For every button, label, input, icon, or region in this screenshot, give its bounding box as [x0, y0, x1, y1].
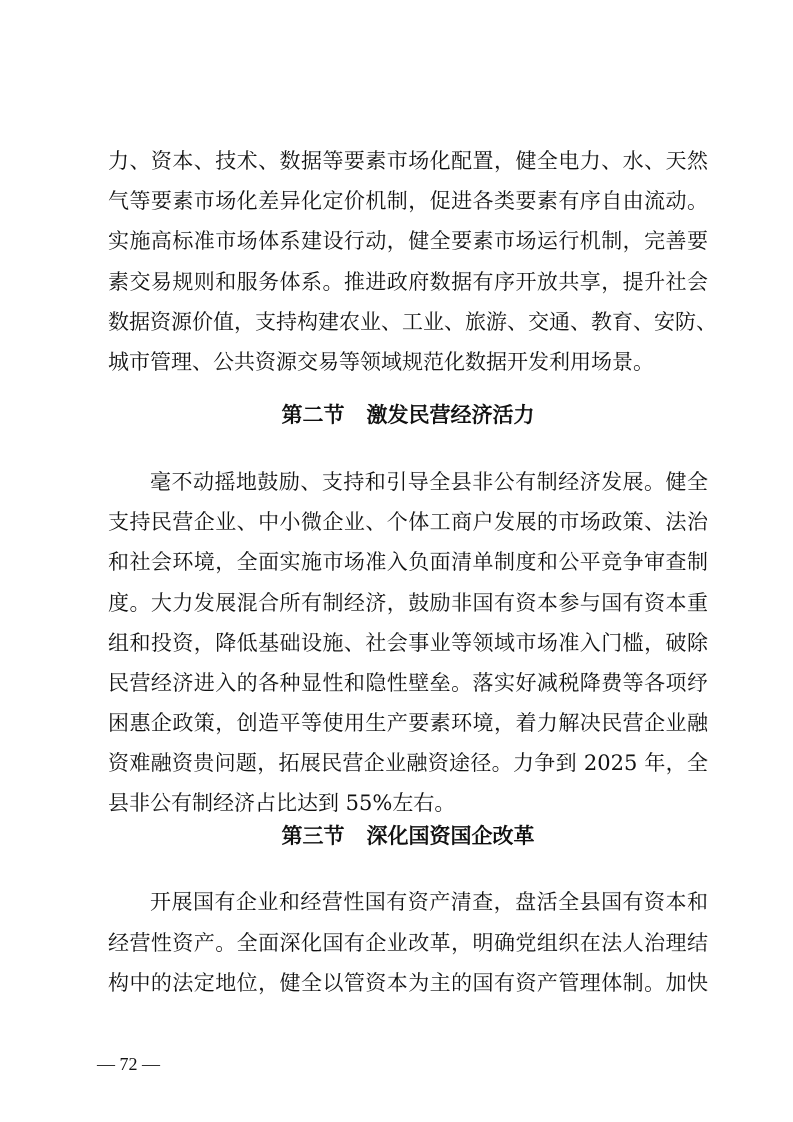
section-heading-3: 第三节 深化国资国企改革 [281, 824, 535, 848]
paragraph-line: 毫不动摇地鼓励、支持和引导全县非公有制经济发展。健全 [150, 470, 708, 494]
paragraph-line: 数据资源价值，支持构建农业、工业、旅游、交通、教育、安防、 [108, 310, 717, 334]
paragraph-line: 实施高标准市场体系建设行动，健全要素市场运行机制，完善要 [108, 229, 708, 253]
paragraph-line: 组和投资，降低基础设施、社会事业等领域市场准入门槛，破除 [108, 631, 708, 655]
paragraph-line: 资难融资贵问题，拓展民营企业融资途径。力争到 2025 年，全 [108, 751, 708, 775]
paragraph-line: 构中的法定地位，健全以管资本为主的国有资产管理体制。加快 [108, 971, 708, 995]
paragraph-line: 困惠企政策，创造平等使用生产要素环境，着力解决民营企业融 [108, 711, 708, 735]
paragraph-line: 度。大力发展混合所有制经济，鼓励非国有资本参与国有资本重 [108, 591, 708, 615]
paragraph-line: 支持民营企业、中小微企业、个体工商户发展的市场政策、法治 [108, 510, 708, 534]
page-number: — 72 — [97, 1054, 160, 1074]
paragraph-line: 经营性资产。全面深化国有企业改革，明确党组织在法人治理结 [108, 931, 708, 955]
paragraph-line: 城市管理、公共资源交易等领域规范化数据开发利用场景。 [108, 350, 654, 374]
section-heading-2: 第二节 激发民营经济活力 [281, 403, 535, 427]
paragraph-line: 开展国有企业和经营性国有资产清查，盘活全县国有资本和 [150, 890, 708, 914]
paragraph-line: 气等要素市场化差异化定价机制，促进各类要素有序自由流动。 [108, 189, 708, 213]
paragraph-line: 和社会环境，全面实施市场准入负面清单制度和公平竞争审查制 [108, 550, 708, 574]
paragraph-line: 力、资本、技术、数据等要素市场化配置，健全电力、水、天然 [108, 149, 708, 173]
paragraph-line: 民营经济进入的各种显性和隐性壁垒。落实好减税降费等各项纾 [108, 671, 708, 695]
paragraph-line: 素交易规则和服务体系。推进政府数据有序开放共享，提升社会 [108, 270, 708, 294]
paragraph-line: 县非公有制经济占比达到 55%左右。 [108, 791, 456, 815]
